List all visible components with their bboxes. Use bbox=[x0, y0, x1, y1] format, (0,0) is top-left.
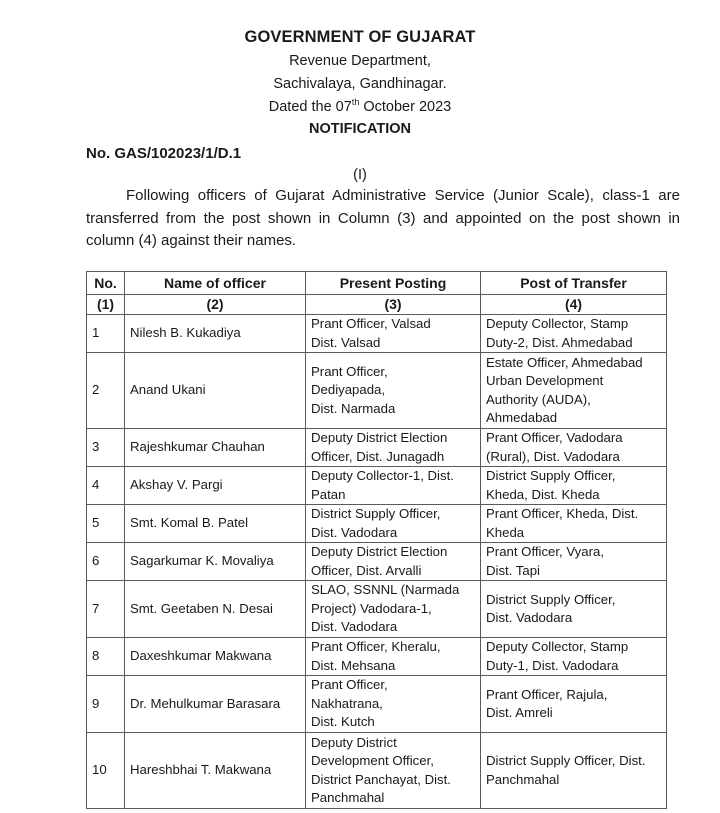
notification-title: NOTIFICATION bbox=[308, 121, 412, 137]
header-name: Name of officer bbox=[125, 272, 306, 295]
table-row bbox=[87, 638, 667, 676]
intro-paragraph: Following officers of Gujarat Administrative Service (Junior Scale), class-1 are transferred from the post shown in Column (3) and appointed on the post shown in column (4) against their names. bbox=[86, 187, 680, 249]
cell-post-of-transfer bbox=[481, 581, 667, 638]
transfer-line: Prant Officer, Vyara, bbox=[486, 544, 605, 559]
present-line: Deputy District Election bbox=[311, 544, 448, 559]
government-title: GOVERNMENT OF GUJARAT bbox=[244, 28, 476, 46]
date-ordinal-suffix: th bbox=[351, 97, 360, 107]
present-line: Dist. Valsad bbox=[311, 334, 381, 350]
transfer-line: Deputy Collector, Stamp bbox=[486, 316, 629, 331]
transfer-line: Dist. Amreli bbox=[486, 705, 553, 720]
cell-post-of-transfer bbox=[481, 543, 667, 581]
table-column-number-row bbox=[87, 295, 667, 315]
table-row bbox=[87, 353, 667, 429]
transfer-line: Kheda, Dist. Kheda bbox=[486, 486, 600, 502]
transfer-line: Prant Officer, Rajula, bbox=[486, 686, 608, 702]
cell-post-of-transfer bbox=[481, 353, 667, 429]
cell-no: 5 bbox=[87, 505, 125, 543]
cell-no: 8 bbox=[87, 638, 125, 676]
transfer-line: Duty-1, Dist. Vadodara bbox=[486, 657, 619, 673]
transfer-line: Duty-2, Dist. Ahmedabad bbox=[486, 334, 633, 350]
cell-post-of-transfer bbox=[481, 505, 667, 543]
date-prefix: Dated the 07 bbox=[268, 99, 352, 115]
cell-post-of-transfer bbox=[481, 429, 667, 467]
present-line: Prant Officer, bbox=[311, 363, 388, 379]
transfer-line: (Rural), Dist. Vadodara bbox=[486, 448, 620, 464]
cell-officer-name: Akshay V. Pargi bbox=[125, 467, 306, 505]
cell-post-of-transfer bbox=[481, 467, 667, 505]
cell-present-posting bbox=[306, 638, 481, 676]
header-present-posting: Present Posting bbox=[306, 272, 481, 295]
transfer-line: District Supply Officer, bbox=[486, 591, 616, 607]
transfer-line: District Supply Officer, bbox=[486, 468, 616, 483]
cell-present-posting bbox=[306, 429, 481, 467]
table-row bbox=[87, 543, 667, 581]
transfer-line: Dist. Tapi bbox=[486, 562, 540, 578]
cell-officer-name: Anand Ukani bbox=[125, 353, 306, 429]
transfer-line: Kheda bbox=[486, 524, 525, 540]
present-line: District Supply Officer, bbox=[311, 506, 441, 521]
transfer-line: Prant Officer, Vadodara bbox=[486, 430, 623, 445]
header-post-of-transfer: Post of Transfer bbox=[481, 272, 667, 295]
transfer-line: Dist. Vadodara bbox=[486, 610, 573, 625]
present-line: Officer, Dist. Junagadh bbox=[311, 448, 445, 464]
colnum-2: (2) bbox=[125, 295, 306, 315]
present-line: Officer, Dist. Arvalli bbox=[311, 562, 422, 578]
reference-number: No. GAS/102023/1/D.1 bbox=[86, 145, 242, 162]
cell-officer-name: Nilesh B. Kukadiya bbox=[125, 315, 306, 353]
present-line: Dist. Kutch bbox=[311, 714, 375, 730]
present-line: Prant Officer, Kheralu, bbox=[311, 639, 441, 654]
cell-officer-name: Smt. Komal B. Patel bbox=[125, 505, 306, 543]
present-line: Deputy District bbox=[311, 734, 397, 750]
transfer-line: Prant Officer, Kheda, Dist. bbox=[486, 506, 639, 521]
cell-present-posting bbox=[306, 505, 481, 543]
cell-post-of-transfer bbox=[481, 638, 667, 676]
cell-officer-name: Dr. Mehulkumar Barasara bbox=[125, 676, 306, 733]
present-line: Development Officer, bbox=[311, 753, 434, 768]
colnum-1: (1) bbox=[87, 295, 125, 315]
cell-no: 7 bbox=[87, 581, 125, 638]
cell-no: 4 bbox=[87, 467, 125, 505]
present-line: Nakhatrana, bbox=[311, 695, 383, 711]
present-line: Project) Vadodara-1, bbox=[311, 600, 432, 616]
cell-no: 6 bbox=[87, 543, 125, 581]
present-line: Deputy Collector-1, Dist. bbox=[311, 468, 454, 483]
transfer-line: Authority (AUDA), bbox=[486, 391, 591, 407]
transfer-line: Panchmahal bbox=[486, 771, 560, 787]
cell-no: 1 bbox=[87, 315, 125, 353]
header-no: No. bbox=[87, 272, 125, 295]
table-header-row bbox=[87, 272, 667, 295]
table-row bbox=[87, 505, 667, 543]
present-line: Prant Officer, Valsad bbox=[311, 316, 431, 331]
present-line: Deputy District Election bbox=[311, 430, 448, 445]
table-row bbox=[87, 315, 667, 353]
cell-present-posting bbox=[306, 315, 481, 353]
cell-no: 2 bbox=[87, 353, 125, 429]
section-mark: (I) bbox=[353, 167, 367, 183]
cell-present-posting bbox=[306, 733, 481, 809]
transfer-line: Urban Development bbox=[486, 373, 604, 388]
present-line: Panchmahal bbox=[311, 790, 385, 805]
transfer-line: Deputy Collector, Stamp bbox=[486, 639, 629, 654]
present-line: Patan bbox=[311, 486, 346, 502]
cell-officer-name: Daxeshkumar Makwana bbox=[125, 638, 306, 676]
table-row bbox=[87, 733, 667, 809]
transfer-table bbox=[86, 271, 667, 809]
cell-present-posting bbox=[306, 676, 481, 733]
cell-officer-name: Hareshbhai T. Makwana bbox=[125, 733, 306, 809]
present-line: Dist. Narmada bbox=[311, 400, 396, 416]
present-line: Dist. Vadodara bbox=[311, 524, 398, 540]
present-line: District Panchayat, Dist. bbox=[311, 771, 451, 787]
cell-present-posting bbox=[306, 467, 481, 505]
table-row bbox=[87, 676, 667, 733]
present-line: Dist. Vadodara bbox=[311, 619, 398, 635]
present-line: Dist. Mehsana bbox=[311, 657, 396, 673]
colnum-4: (4) bbox=[481, 295, 667, 315]
cell-present-posting bbox=[306, 543, 481, 581]
table-row bbox=[87, 467, 667, 505]
transfer-line: Estate Officer, Ahmedabad bbox=[486, 354, 643, 370]
cell-no: 3 bbox=[87, 429, 125, 467]
cell-officer-name: Sagarkumar K. Movaliya bbox=[125, 543, 306, 581]
colnum-3: (3) bbox=[306, 295, 481, 315]
transfer-line: District Supply Officer, Dist. bbox=[486, 753, 646, 768]
present-line: Prant Officer, bbox=[311, 677, 388, 693]
transfer-line: Ahmedabad bbox=[486, 410, 558, 425]
location-line: Sachivalaya, Gandhinagar. bbox=[273, 76, 447, 92]
cell-post-of-transfer bbox=[481, 315, 667, 353]
cell-no: 10 bbox=[87, 733, 125, 809]
table-row bbox=[87, 429, 667, 467]
cell-no: 9 bbox=[87, 676, 125, 733]
cell-present-posting bbox=[306, 581, 481, 638]
present-line: SLAO, SSNNL (Narmada bbox=[311, 582, 460, 598]
date-line bbox=[0, 99, 720, 115]
department-line: Revenue Department, bbox=[289, 53, 431, 69]
cell-post-of-transfer bbox=[481, 676, 667, 733]
date-rest: October 2023 bbox=[359, 99, 452, 115]
cell-present-posting bbox=[306, 353, 481, 429]
cell-post-of-transfer bbox=[481, 733, 667, 809]
cell-officer-name: Smt. Geetaben N. Desai bbox=[125, 581, 306, 638]
table-row bbox=[87, 581, 667, 638]
cell-officer-name: Rajeshkumar Chauhan bbox=[125, 429, 306, 467]
present-line: Dediyapada, bbox=[311, 382, 386, 398]
